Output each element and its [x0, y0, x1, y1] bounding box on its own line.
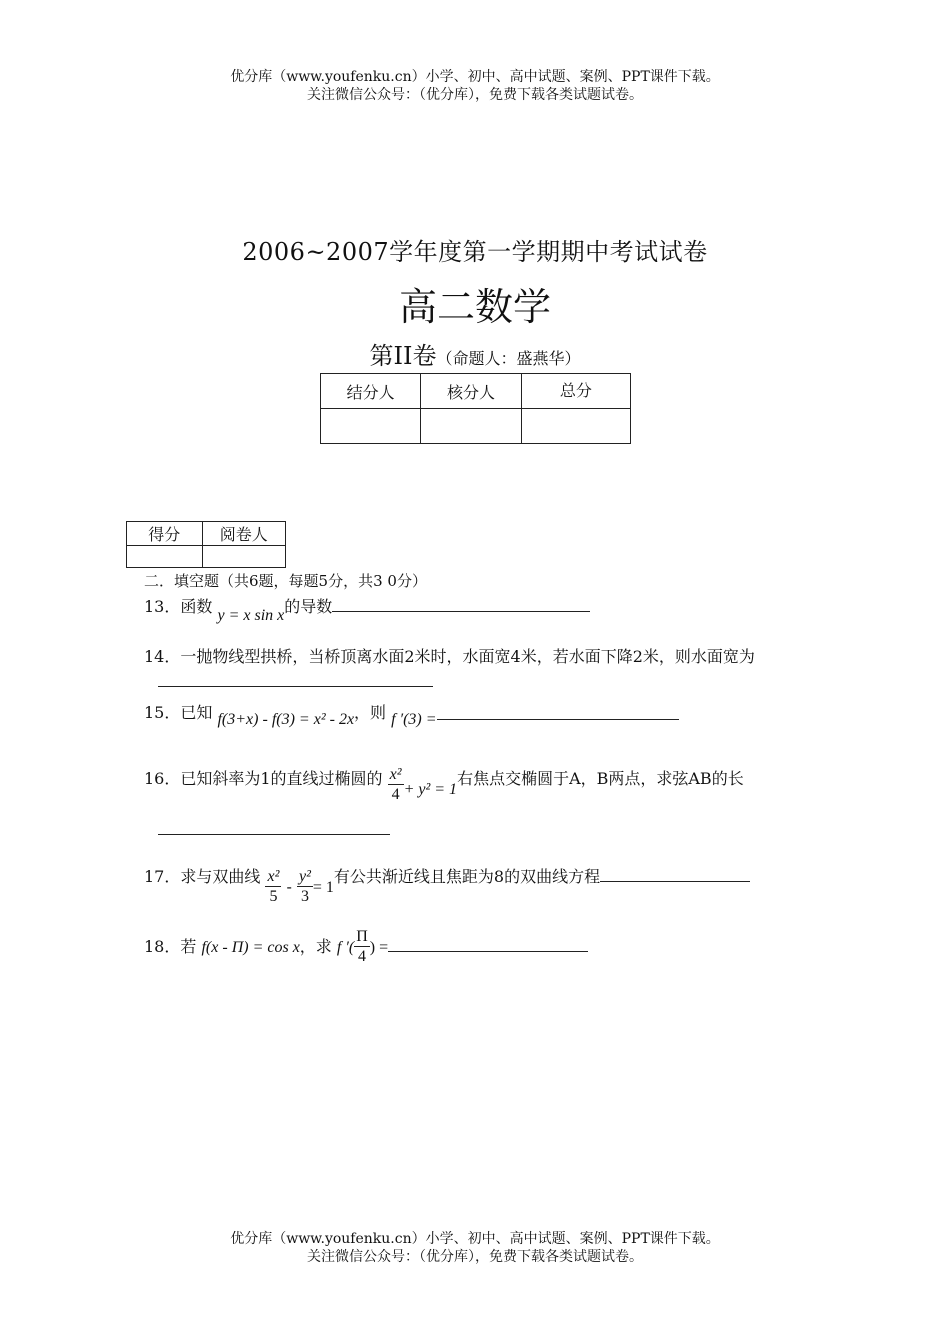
score-header-2: 核分人	[421, 374, 521, 409]
grader-header-2: 阅卷人	[202, 522, 285, 546]
question-14	[144, 646, 755, 668]
grader-cell-2	[202, 546, 285, 568]
q17-prefix: 求与双曲线	[180, 867, 261, 886]
score-header-3: 总分	[521, 374, 630, 409]
q14-answer-blank[interactable]	[158, 672, 433, 691]
q16-suffix: 右焦点交椭圆于A，B两点，求弦AB的长	[457, 769, 744, 788]
q15-mid: ，则	[354, 703, 387, 722]
q16-number: 16．	[144, 769, 181, 788]
q17-minus: -	[286, 877, 292, 896]
footer-line-1: 优分库（www.youfenku.cn）小学、初中、高中试题、案例、PPT课件下载。	[230, 1231, 720, 1247]
subject-title: 高二数学	[398, 285, 551, 329]
q15-prefix: 已知	[180, 703, 213, 722]
q18-number: 18．	[144, 937, 181, 956]
score-table	[320, 373, 631, 444]
q17-equals: = 1	[312, 879, 334, 896]
q13-number: 13．	[144, 597, 181, 616]
q18-mid: ，求	[299, 937, 332, 956]
score-cell-3	[521, 409, 630, 444]
q16-frac-numerator: x²	[389, 766, 402, 783]
q17-fraction-1	[265, 868, 281, 907]
q18-ask-f: f ′(	[336, 939, 355, 956]
q17-frac2-denominator: 3	[300, 888, 309, 905]
q14-number: 14．	[144, 647, 181, 666]
volume-label: 第II卷	[369, 342, 437, 370]
score-cell-2	[421, 409, 521, 444]
q18-prefix: 若	[180, 937, 197, 956]
q16-expression-tail: + y² = 1	[403, 781, 458, 798]
question-16	[144, 760, 744, 803]
question-18	[144, 928, 588, 967]
header-line-1: 优分库（www.youfenku.cn）小学、初中、高中试题、案例、PPT课件下载。	[230, 69, 720, 85]
q15-expression: f(3+x) - f(3) = x² - 2x	[217, 711, 355, 728]
grader-table	[126, 521, 286, 568]
q17-fraction-2	[297, 868, 313, 907]
q13-expression: y = x sin x	[217, 607, 285, 624]
footer-line-2: 关注微信公众号：（优分库），免费下载各类试题试卷。	[307, 1249, 643, 1265]
q17-answer-blank[interactable]	[600, 867, 750, 882]
q18-frac-numerator: Π	[356, 928, 368, 945]
q14-answer-line[interactable]	[158, 672, 433, 687]
q18-ask-tail: ) =	[369, 939, 389, 956]
score-cell-1	[321, 409, 421, 444]
grader-cell-1	[127, 546, 203, 568]
author-label: （命题人：盛燕华）	[436, 349, 581, 368]
q15-ask: f ′(3) =	[391, 711, 437, 728]
q18-answer-blank[interactable]	[388, 937, 588, 952]
q16-answer-blank[interactable]	[158, 820, 390, 839]
q16-frac-denominator: 4	[391, 786, 400, 803]
q17-frac2-numerator: y²	[298, 868, 311, 885]
q17-frac1-numerator: x²	[267, 868, 280, 885]
q18-frac-denominator: 4	[357, 948, 366, 965]
question-17	[144, 858, 750, 905]
q17-suffix: 有公共渐近线且焦距为8的双曲线方程	[333, 867, 601, 886]
score-header-1: 结分人	[321, 374, 421, 409]
q15-answer-blank[interactable]	[437, 705, 679, 720]
q13-suffix: 的导数	[284, 597, 333, 616]
volume-line	[0, 336, 950, 371]
q13-prefix: 函数	[180, 597, 213, 616]
q14-text: 一抛物线型拱桥，当桥顶离水面2米时，水面宽4米，若水面下降2米，则水面宽为	[180, 647, 755, 666]
section-heading: 二．填空题（共6题，每题5分，共3 0分）	[144, 572, 427, 590]
question-15	[144, 702, 679, 728]
header-line-2: 关注微信公众号：（优分库），免费下载各类试题试卷。	[307, 87, 643, 103]
q16-fraction	[388, 766, 404, 805]
grader-header-1: 得分	[127, 522, 203, 546]
q18-fraction	[354, 928, 370, 967]
q17-frac1-denominator: 5	[269, 888, 278, 905]
q13-answer-blank[interactable]	[332, 597, 590, 612]
q17-number: 17．	[144, 867, 181, 886]
q16-prefix: 已知斜率为1的直线过椭圆的	[180, 769, 383, 788]
q16-answer-line[interactable]	[158, 820, 390, 835]
question-13	[144, 596, 590, 624]
q18-expression: f(x - Π) = cos x	[201, 939, 300, 956]
exam-title: 2006~2007学年度第一学期期中考试试卷	[242, 238, 708, 266]
q15-number: 15．	[144, 703, 181, 722]
